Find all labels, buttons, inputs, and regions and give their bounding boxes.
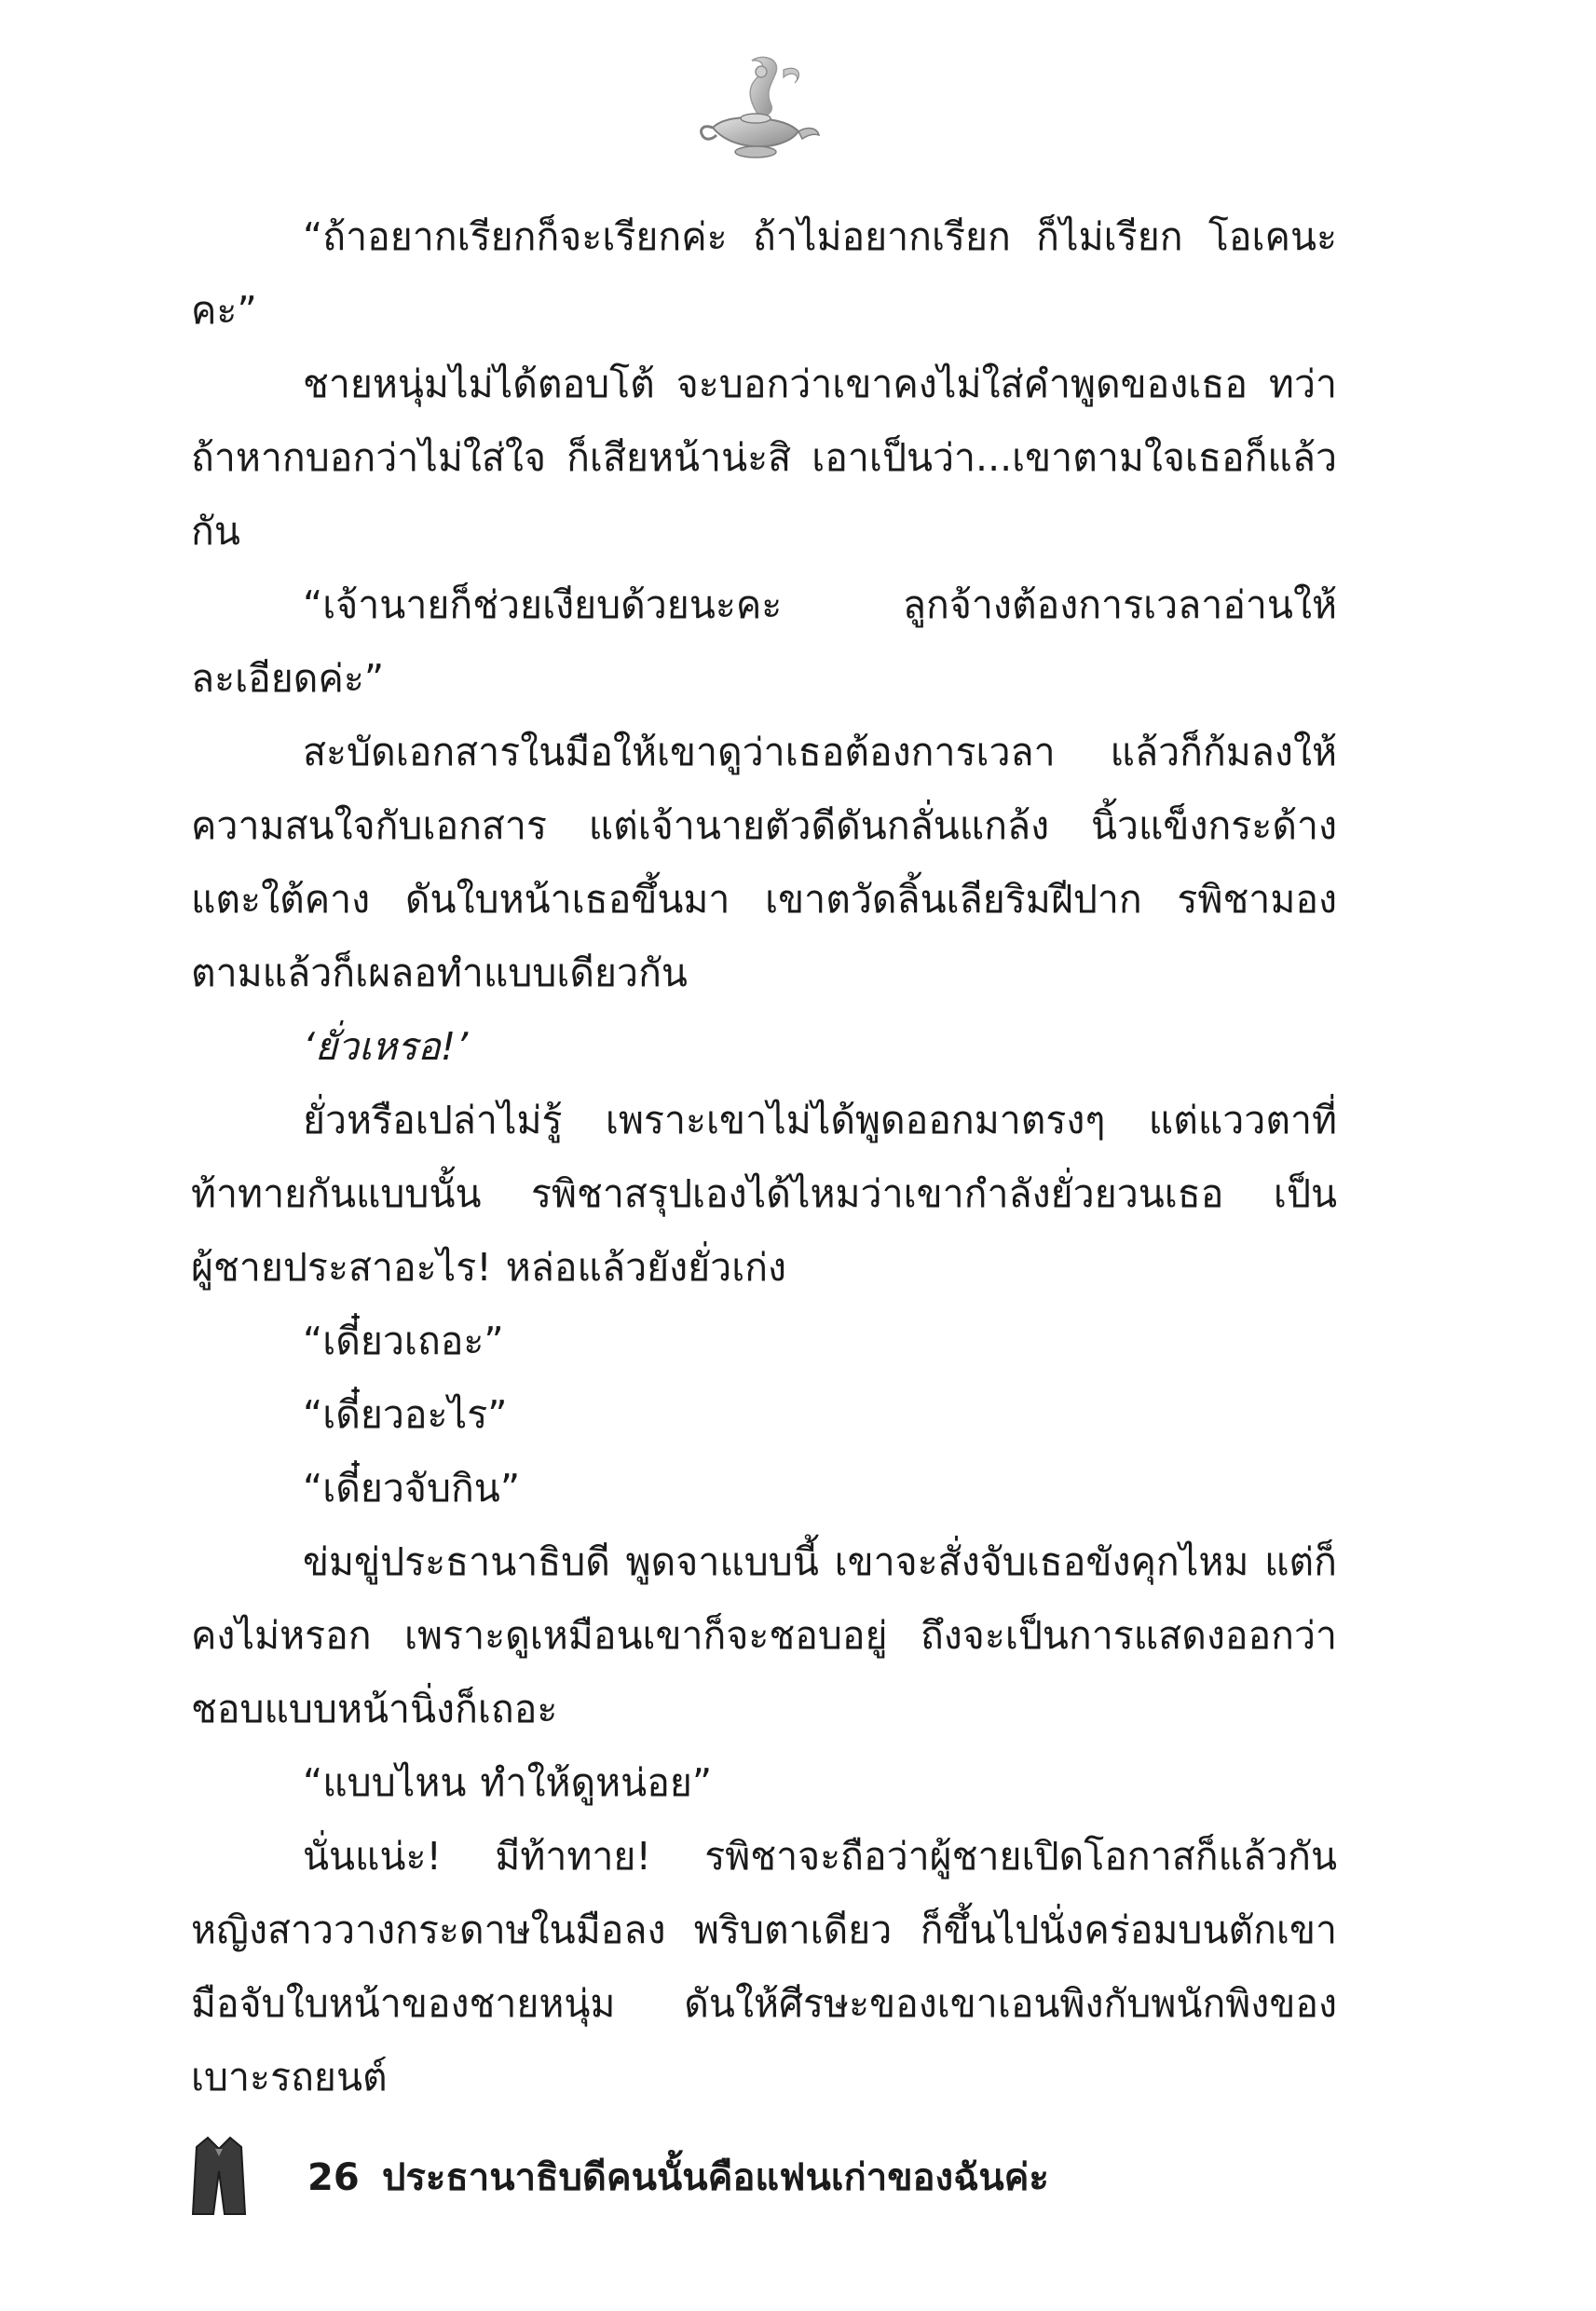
paragraph: “เดี๋ยวเถอะ” [303, 1319, 504, 1363]
page-number: 26 [307, 2156, 360, 2199]
paragraph: สะบัดเอกสารในมือให้เขาดูว่าเธอต้องการเวลา แล้วก็ก้มลงให้ความสนใจกับเอกสาร แต่เจ้านายตัวดีดันกลั่นแกล้ง นิ้วแข็งกระด้างแตะใต้คาง ดันใบหน้าเธอขึ้นมา เขาตวัดลิ้นเลียริมฝีปาก รพิชามองตามแล้วก็เผลอทำแบบเดียวกัน [191, 730, 1337, 995]
genie-lamp-icon [694, 51, 825, 163]
paragraph: “เดี๋ยวจับกิน” [303, 1466, 521, 1511]
paragraph: นั่นแน่ะ! มีท้าทาย! รพิชาจะถือว่าผู้ชายเปิดโอกาสก็แล้วกัน หญิงสาววางกระดาษในมือลง พริบตาเดียว ก็ขึ้นไปนั่งคร่อมบนตักเขา มือจับใบหน้าของชายหนุ่ม ดันให้ศีรษะของเขาเอนพิงกับพนักพิงของเบาะรถยนต์ [191, 1834, 1337, 2099]
suit-jacket-icon [191, 2134, 247, 2218]
book-title: ประธานาธิบดีคนนั้นคือแฟนเก่าของฉันค่ะ [382, 2156, 1049, 2199]
paragraph: ชายหนุ่มไม่ได้ตอบโต้ จะบอกว่าเขาคงไม่ใส่คำพูดของเธอ ทว่าถ้าหากบอกว่าไม่ใส่ใจ ก็เสียหน้าน่ะสิ เอาเป็นว่า...เขาตามใจเธอก็แล้วกัน [191, 362, 1337, 554]
paragraph: ยั่วหรือเปล่าไม่รู้ เพราะเขาไม่ได้พูดออกมาตรงๆ แต่แววตาที่ท้าทายกันแบบนั้น รพิชาสรุปเองได้ไหมว่าเขากำลังยั่วยวนเธอ เป็นผู้ชายประสาอะไร! หล่อแล้วยังยั่วเก่ง [191, 1098, 1337, 1290]
paragraph: ข่มขู่ประธานาธิบดี พูดจาแบบนี้ เขาจะสั่งจับเธอขังคุกไหม แต่ก็คงไม่หรอก เพราะดูเหมือนเขาก็จะชอบอยู่ ถึงจะเป็นการแสดงออกว่าชอบแบบหน้านิ่งก็เถอะ [191, 1539, 1337, 1731]
paragraph: “ถ้าอยากเรียกก็จะเรียกค่ะ ถ้าไม่อยากเรียก ก็ไม่เรียก โอเคนะคะ” [191, 214, 1337, 333]
paragraph-italic-thought: ‘ยั่วเหรอ!’ [303, 1024, 469, 1069]
page-footer [0, 2134, 1596, 2218]
paragraph: “แบบไหน ทำให้ดูหน่อย” [303, 1760, 713, 1805]
paragraph: “เดี๋ยวอะไร” [303, 1392, 508, 1437]
body-text [191, 200, 1337, 2114]
paragraph: “เจ้านายก็ช่วยเงียบด้วยนะคะ ลูกจ้างต้องการเวลาอ่านให้ละเอียดค่ะ” [191, 582, 1337, 701]
